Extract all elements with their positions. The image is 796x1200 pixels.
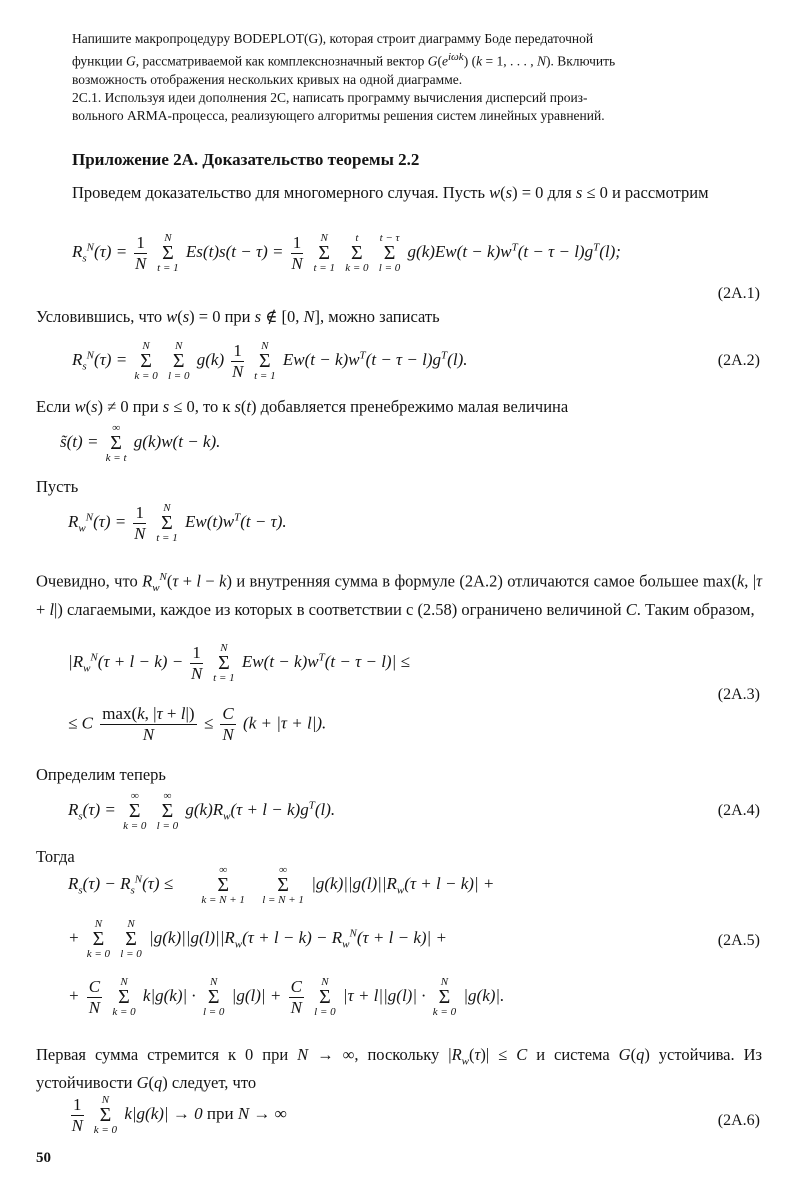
equation-2a5-line-1: $R_s(\tau) - R_s^N(\tau)$ ≤ ∞ Σ k = N + 1 ∞ Σ l = N + 1 $|g(k)||g(l)||R_w(\tau + l - k)|$ + xyxy=(68,864,495,906)
equation-2a6-number: (2А.6) xyxy=(717,1112,760,1129)
paragraph-1: Проведем доказательство для многомерного случая. Пусть w(s) = 0 для s ≤ 0 и рассмотрим xyxy=(72,183,709,202)
equation-2a1: $R_s^N(\tau)$ = $\frac{1}{N}$ N Σ t = 1 Es(t)s(t − τ) = $\frac{1}{N}$ N Σ t = 1 t Σ k = 0 t − τ Σ l = 0 $g(k)Ew(t - k)w^T(t - \tau - l)g^T(l)$; xyxy=(72,232,621,274)
page-number: 50 xyxy=(36,1150,51,1166)
equation-2a3-line-2: ≤ C $\frac{\max(k, |\tau + l|)}{N}$ ≤ $\frac{C}{N}$ (k + |τ + l|). xyxy=(68,704,327,744)
intro-line-1: Напишите макропроцедуру BODEPLOT(G), которая строит диаграмму Боде передаточной xyxy=(72,31,594,46)
equation-2a3-line-1: $|R_w^N(\tau + l - k)$ − $\frac{1}{N}$ N Σ t = 1 $Ew(t - k)w^T(t - \tau - l)|$ ≤ xyxy=(68,642,410,684)
paragraph-7: Тогда xyxy=(36,847,75,866)
equation-2a3-number: (2А.3) xyxy=(717,686,760,703)
equation-2a5-line-3: + $\frac{C}{N}$ N Σ k = 0 k|g(k)| · N Σ l = 0 |g(l)| + $\frac{C}{N}$ N Σ l = 0 |τ + l||g(l)| · N Σ k = 0 |g(k)|. xyxy=(68,976,505,1018)
equation-2a2: $R_s^N(\tau)$ = N Σ k = 0 N Σ l = 0 g(k) $\frac{1}{N}$ N Σ t = 1 $Ew(t - k)w^T(t - \tau - l)g^T(l)$. xyxy=(72,340,468,382)
paragraph-8: Первая сумма стремится к 0 при N → ∞, поскольку $|R_w(\tau)| \le C$ и система G(q) устойчива. Из устойчивости G(q) следует, что xyxy=(36,1045,762,1093)
paragraph-3: Если w(s) ≠ 0 при s ≤ 0, то к s(t) добавляется пренебрежимо малая величина xyxy=(36,397,569,416)
equation-2a4: $R_s(\tau)$ = ∞ Σ k = 0 ∞ Σ l = 0 $g(k)R_w(\tau + l - k)g^T(l)$. xyxy=(68,790,336,832)
equation-2a1-number: (2А.1) xyxy=(717,285,760,302)
intro-text xyxy=(72,30,762,125)
task-2c1-line-2: вольного ARMA-процесса, реализующего алгоритмы решения систем линейных уравнений. xyxy=(72,107,605,123)
paragraph-2: Условившись, что w(s) = 0 при s ∉ [0, N], можно записать xyxy=(36,307,440,326)
equation-2a4-number: (2А.4) xyxy=(717,802,760,819)
equation-2a5-line-2: + N Σ k = 0 N Σ l = 0 $|g(k)||g(l)||R_w(\tau + l - k) - R_w^N(\tau + l - k)|$ + xyxy=(68,918,447,960)
paragraph-5: Очевидно, что $R_w^N(\tau + l - k)$ и внутренняя сумма в формуле (2А.2) отличаются самое большее max(k, |τ + l|) слагаемыми, каждое из которых в соответствии с (2.58) ограничено величиной C. Таким образом, xyxy=(36,571,762,619)
equation-2a2-number: (2А.2) xyxy=(717,352,760,369)
intro-line-2: функции G, рассматриваемой как комплекснозначный вектор $G(e^{i\omega k}) (k = 1$, . . . , N). Включить xyxy=(72,51,616,69)
equation-rw: $R_w^N(\tau)$ = $\frac{1}{N}$ N Σ t = 1 $Ew(t)w^T(t - \tau)$. xyxy=(68,502,287,544)
paragraph-4: Пусть xyxy=(36,477,79,496)
task-2c1-line-1: 2С.1. Используя идеи дополнения 2С, написать программу вычисления дисперсий произ- xyxy=(72,89,588,105)
equation-s-tilde: s̃(t) = ∞ Σ k = t g(k)w(t − k). xyxy=(60,422,221,464)
paragraph-6: Определим теперь xyxy=(36,765,166,784)
section-title: Приложение 2А. Доказательство теоремы 2.2 xyxy=(72,150,420,169)
equation-2a6: $\frac{1}{N}$ N Σ k = 0 k|g(k)| → 0 при N → ∞ xyxy=(71,1094,287,1136)
equation-2a5-number: (2А.5) xyxy=(717,932,760,949)
intro-line-3: возможность отображения нескольких кривых на одной диаграмме. xyxy=(72,71,463,87)
